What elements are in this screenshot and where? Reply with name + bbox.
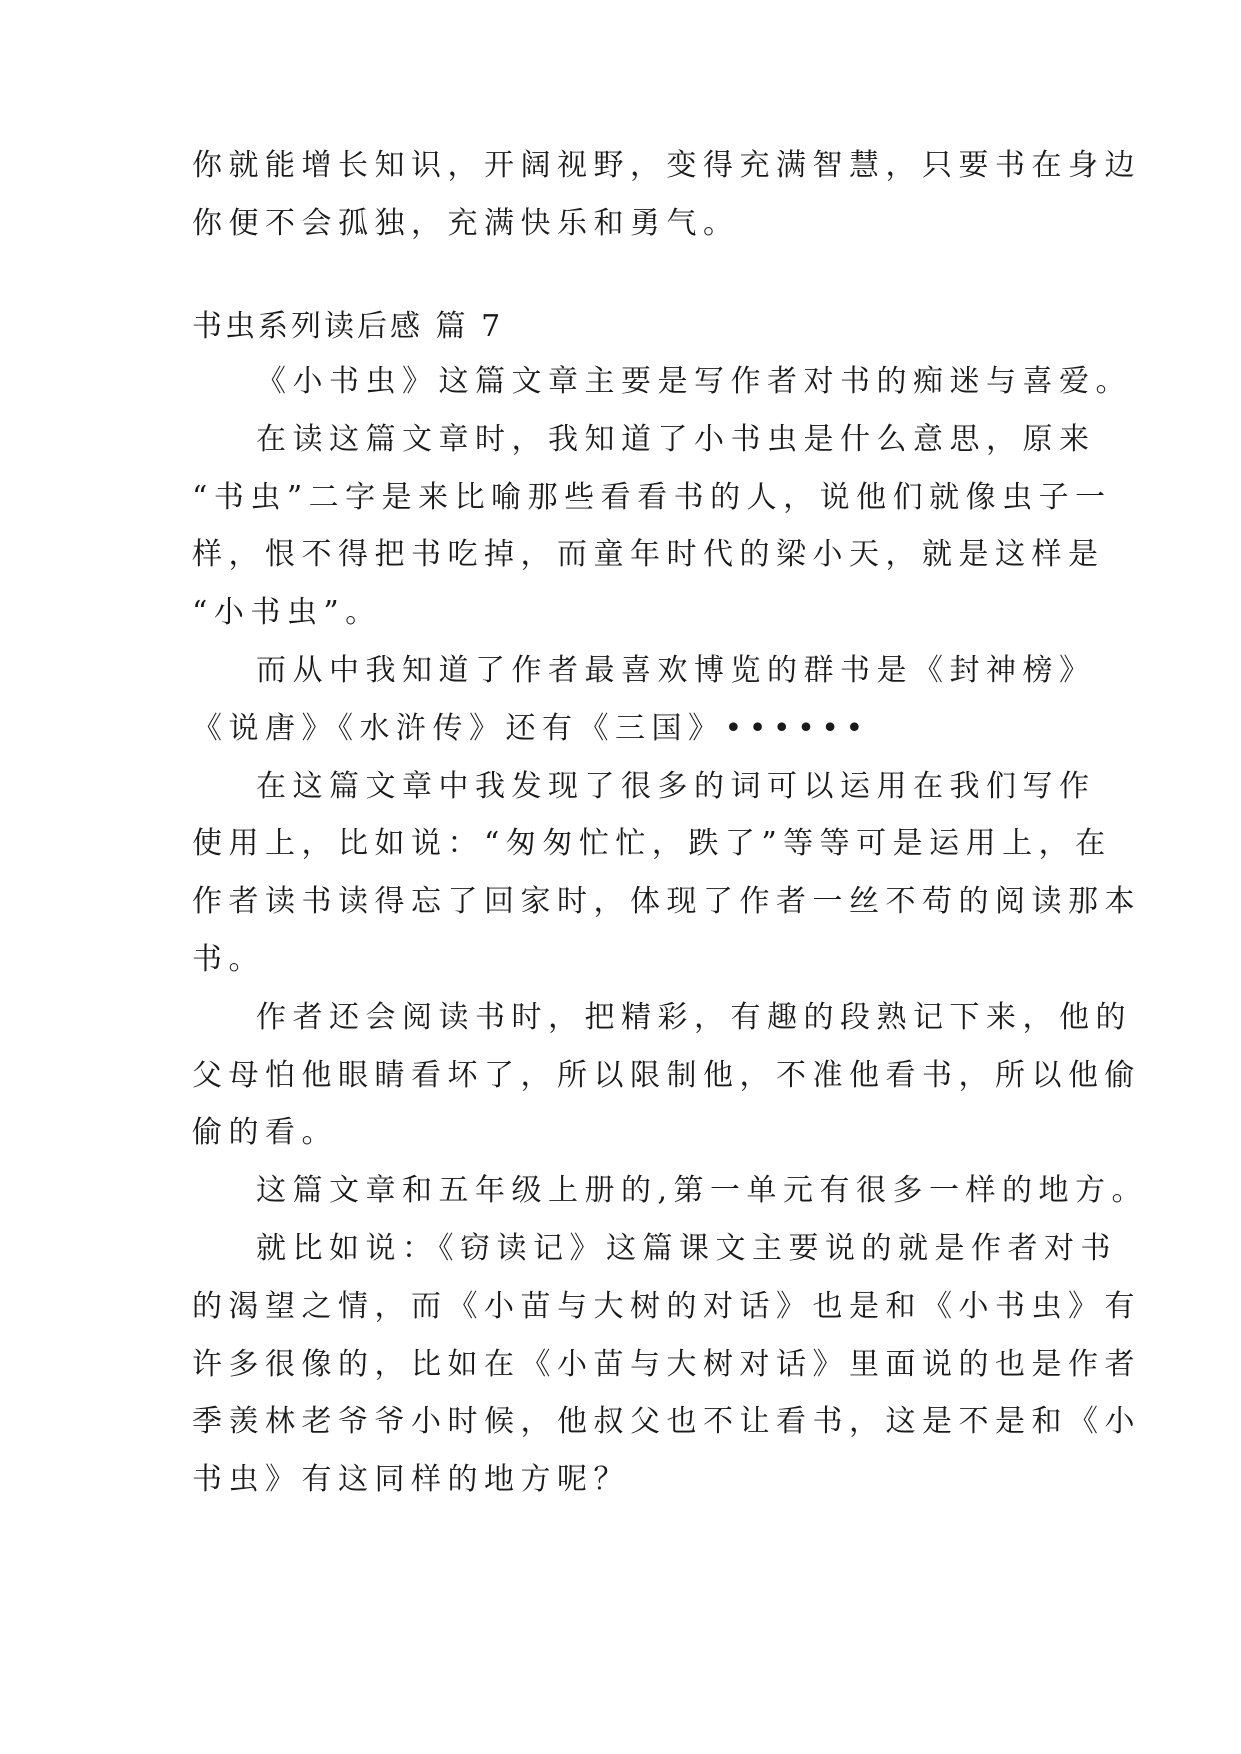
paragraph-line: 就比如说：《窃读记》这篇课文主要说的就是作者对书 xyxy=(256,1231,1117,1266)
paragraph-line: 季羡林老爷爷小时候，他叔父也不让看书，这是不是和《小 xyxy=(192,1404,1141,1439)
paragraph-line: “书虫”二字是来比喻那些看看书的人，说他们就像虫子一 xyxy=(192,480,1112,515)
paragraph-line: 你就能增长知识，开阔视野，变得充满智慧，只要书在身边 xyxy=(192,148,1141,183)
paragraph-line: 许多很像的，比如在《小苗与大树对话》里面说的也是作者 xyxy=(192,1347,1141,1382)
paragraph-line: 而从中我知道了作者最喜欢博览的群书是《封神榜》 xyxy=(256,653,1096,688)
paragraph-line: 《说唐》《水浒传》还有《三国》•••••• xyxy=(192,711,870,746)
paragraph-line: 偷的看。 xyxy=(192,1115,338,1150)
paragraph-line: 父母怕他眼睛看坏了，所以限制他，不准他看书，所以他偷 xyxy=(192,1058,1141,1093)
paragraph-line: 书虫》有这同样的地方呢？ xyxy=(192,1462,630,1497)
section-heading: 书虫系列读后感 篇 7 xyxy=(192,309,504,344)
paragraph-line: 书。 xyxy=(192,942,265,977)
paragraph-line: 作者读书读得忘了回家时，体现了作者一丝不苟的阅读那本 xyxy=(192,884,1141,919)
paragraph-line: 在读这篇文章时，我知道了小书虫是什么意思，原来 xyxy=(256,422,1096,457)
paragraph-line: 作者还会阅读书时，把精彩，有趣的段熟记下来，他的 xyxy=(256,1000,1132,1035)
paragraph-line: 使用上，比如说：“匆匆忙忙，跌了”等等可是运用上，在 xyxy=(192,826,1112,861)
paragraph-line: 样，恨不得把书吃掉，而童年时代的梁小天，就是这样是 xyxy=(192,537,1105,572)
paragraph-line: 这篇文章和五年级上册的,第一单元有很多一样的地方。 xyxy=(256,1173,1149,1208)
paragraph-line: 你便不会孤独，充满快乐和勇气。 xyxy=(192,206,740,241)
paragraph-line: 的渴望之情，而《小苗与大树的对话》也是和《小书虫》有 xyxy=(192,1289,1141,1324)
paragraph-line: 在这篇文章中我发现了很多的词可以运用在我们写作 xyxy=(256,769,1096,804)
paragraph-line: 《小书虫》这篇文章主要是写作者对书的痴迷与喜爱。 xyxy=(256,364,1132,399)
paragraph-line: “小书虫”。 xyxy=(192,595,382,630)
